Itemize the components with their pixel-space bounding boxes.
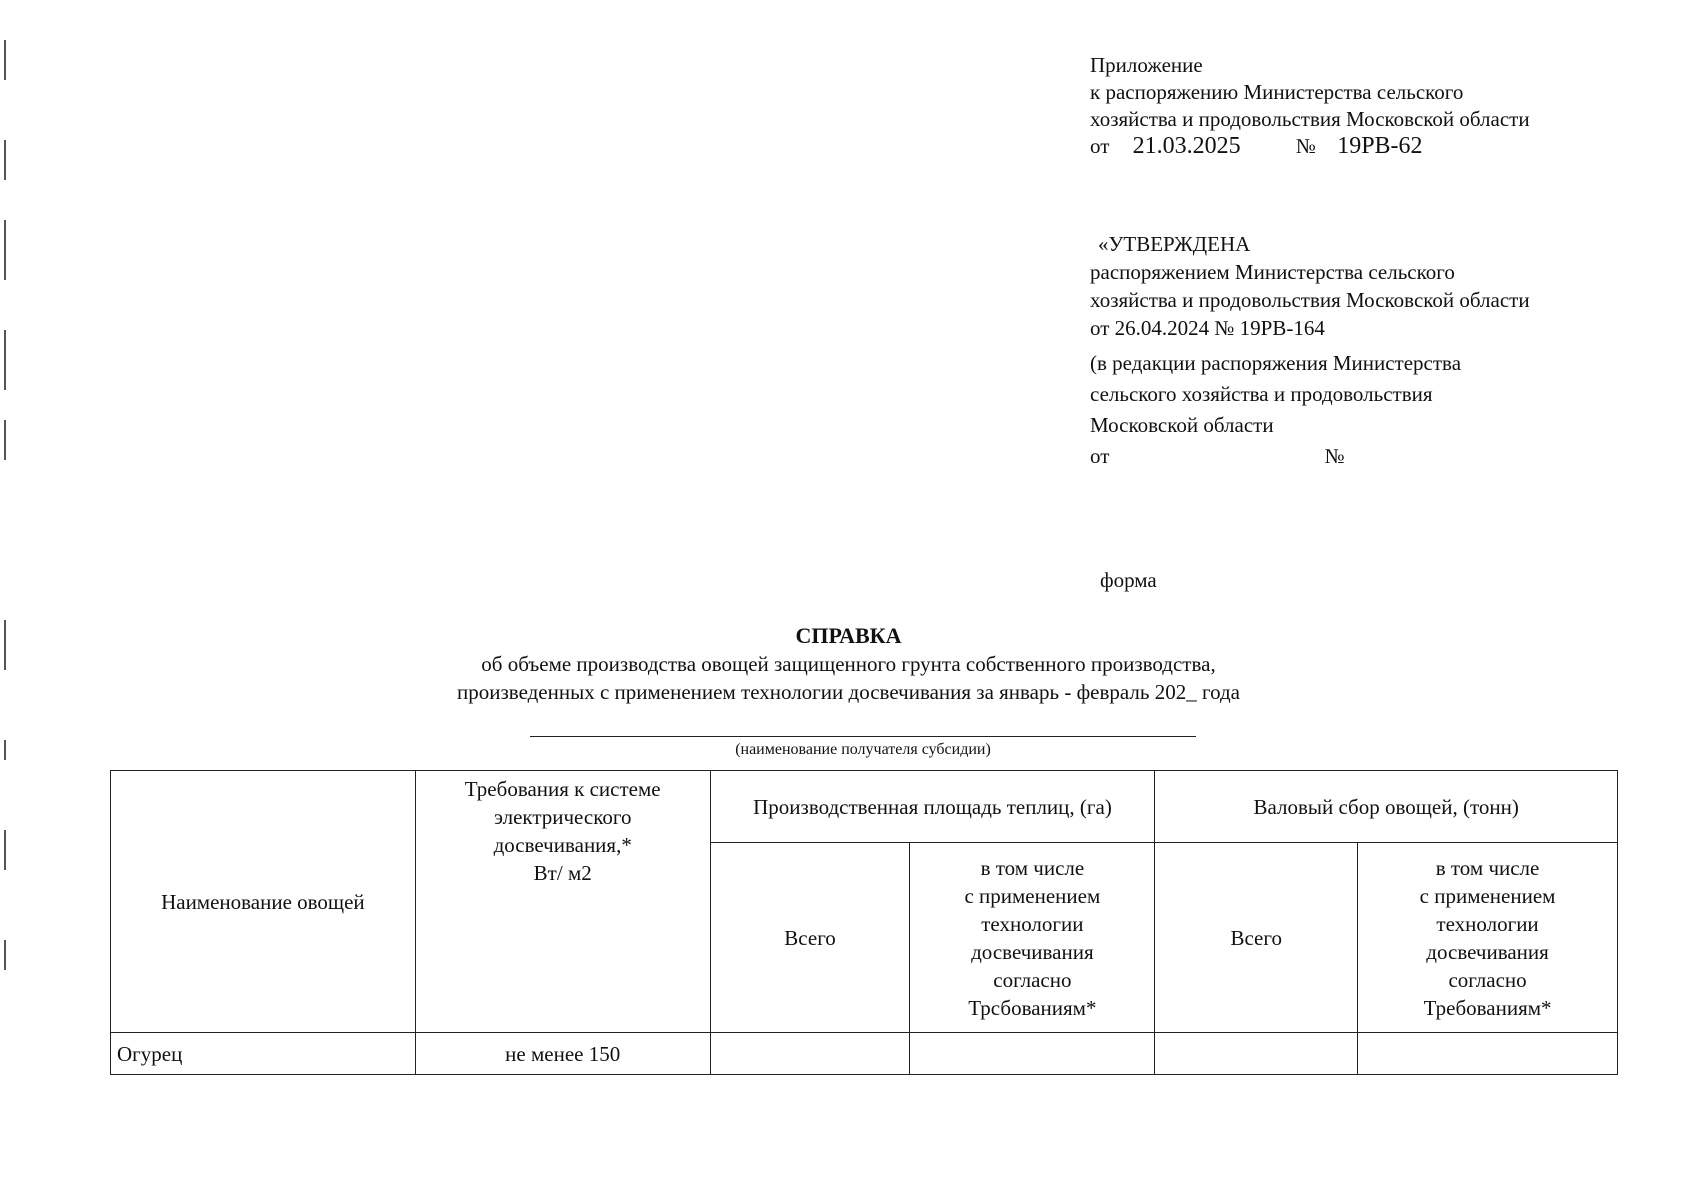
header-incl-line: в том числе [1435, 855, 1540, 880]
header-vegetable-name: Наименование овощей [111, 771, 416, 1033]
title-line: произведенных с применением технологии досвечивания за январь - февраль 202_ года [457, 680, 1240, 704]
number-label: № [1295, 134, 1316, 158]
header-req-line: Требования к системе [464, 777, 661, 801]
approved-line: от 26.04.2024 № 19РВ-164 [1090, 316, 1325, 340]
revision-line: сельского хозяйства и продовольствия [1090, 382, 1433, 406]
header-incl-line: досвечивания [971, 939, 1094, 964]
header-incl-line: в том числе [980, 855, 1085, 880]
appendix-date: 21.03.2025 [1132, 133, 1241, 159]
cell-area-incl[interactable] [910, 1033, 1155, 1075]
document-title [0, 622, 1697, 706]
header-incl-line: технологии [981, 911, 1084, 936]
approved-block [1090, 230, 1530, 472]
appendix-line: хозяйства и продовольствия Московской области [1090, 107, 1530, 131]
header-incl-line: Трсбованиям* [968, 995, 1097, 1020]
scan-mark [4, 940, 6, 970]
appendix-line: Приложение [1090, 53, 1203, 77]
revision-block [1090, 348, 1530, 472]
header-incl-line: с применением [1419, 883, 1556, 908]
cell-area-total[interactable] [710, 1033, 910, 1075]
form-label: форма [1100, 568, 1157, 592]
header-incl-line: согласно [993, 967, 1072, 992]
header-req-line: электрического [493, 805, 632, 829]
appendix-date-row [1090, 133, 1530, 160]
header-area-total: Всего [710, 843, 910, 1033]
title-heading: СПРАВКА [795, 623, 902, 648]
scan-mark [4, 330, 6, 390]
scan-mark [4, 40, 6, 80]
appendix-block [1090, 52, 1530, 160]
revision-line: Московской области [1090, 413, 1274, 437]
approved-line: хозяйства и продовольствия Московской области [1090, 288, 1530, 312]
revision-line: (в редакции распоряжения Министерства [1090, 351, 1462, 375]
production-table [110, 770, 1618, 1075]
header-req-line: Вт/ м2 [533, 861, 592, 885]
scan-mark [4, 140, 6, 180]
header-incl-line: с применением [964, 883, 1101, 908]
cell-vegetable-name: Огурец [111, 1033, 416, 1075]
scan-mark [4, 740, 6, 760]
header-harvest-total: Всего [1155, 843, 1358, 1033]
header-incl-line: Требованиям* [1423, 995, 1552, 1020]
recipient-caption: (наименование получателя субсидии) [530, 736, 1196, 759]
scan-mark [4, 220, 6, 280]
header-req-line: досвечивания,* [493, 833, 632, 857]
header-area-incl [910, 843, 1155, 1033]
header-greenhouse-area: Производственная площадь теплиц, (га) [710, 771, 1155, 843]
title-line: об объеме производства овощей защищенного грунта собственного производства, [481, 652, 1216, 676]
table-row [111, 1033, 1618, 1075]
cell-harvest-incl[interactable] [1358, 1033, 1618, 1075]
appendix-number: 19РВ-62 [1337, 133, 1423, 159]
appendix-line: к распоряжению Министерства сельского [1090, 80, 1464, 104]
scan-mark [4, 830, 6, 870]
cell-requirement: не менее 150 [415, 1033, 710, 1075]
approved-line: распоряжением Министерства сельского [1090, 260, 1455, 284]
header-harvest-incl [1358, 843, 1618, 1033]
header-incl-line: согласно [1448, 967, 1527, 992]
from-label: от [1090, 444, 1110, 468]
scan-mark [4, 420, 6, 460]
cell-harvest-total[interactable] [1155, 1033, 1358, 1075]
header-gross-harvest: Валовый сбор овощей, (тонн) [1155, 771, 1618, 843]
approved-line: «УТВЕРЖДЕНА [1098, 232, 1251, 256]
revision-date-row [1090, 441, 1530, 472]
from-label: от [1090, 134, 1110, 158]
number-label: № [1324, 444, 1345, 468]
header-incl-line: технологии [1436, 911, 1539, 936]
header-incl-line: досвечивания [1426, 939, 1549, 964]
header-requirements [415, 771, 710, 1033]
